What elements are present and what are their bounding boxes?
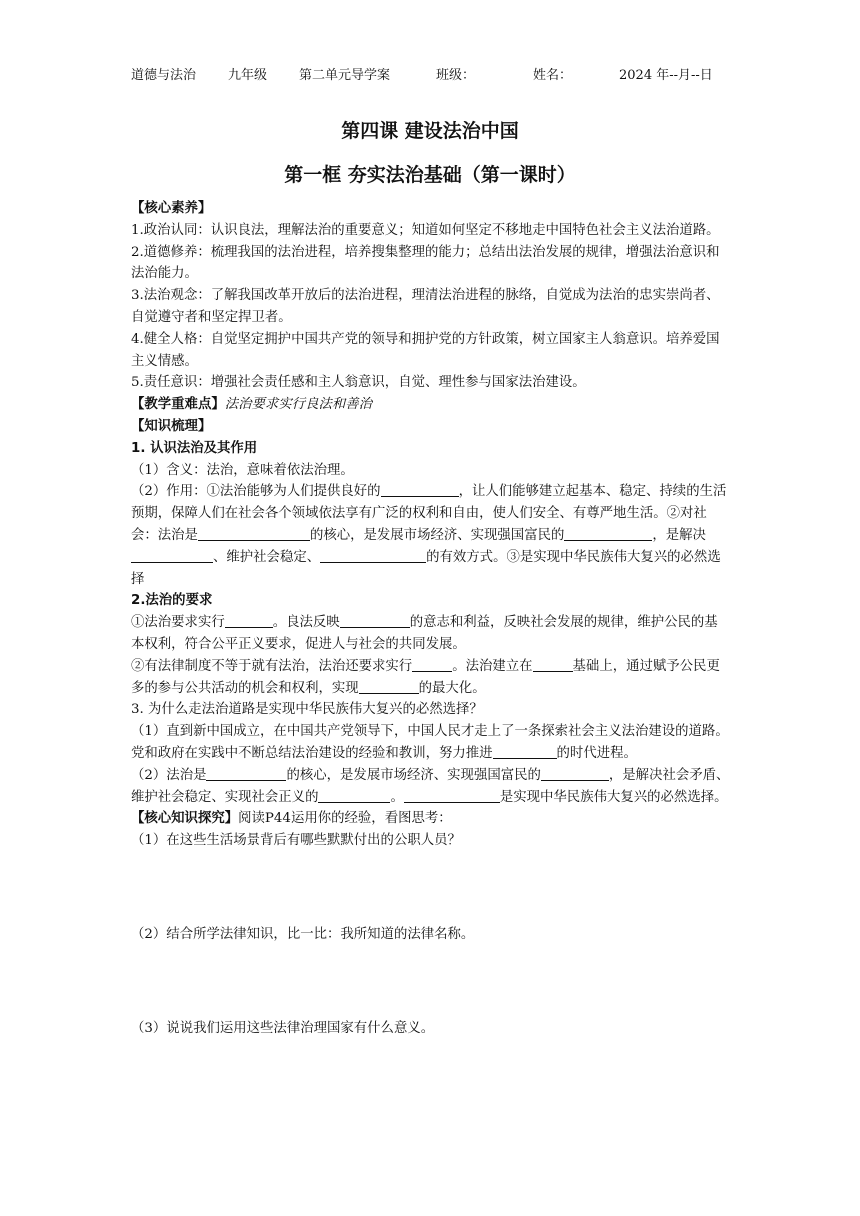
- text-segment: 基础上，通过赋予公民更多的参与公共活动的机会和权利，实现: [131, 658, 720, 696]
- core-item-4: 4.健全人格：自觉坚定拥护中国共产党的领导和拥护党的方针政策，树立国家主人翁意识。培养爱国主义情感。: [131, 331, 720, 369]
- blank-field[interactable]: [564, 526, 652, 541]
- header-grade: 九年级: [228, 68, 268, 83]
- text-segment: 的有效方式。③是实现中华民族伟大复兴的必然选择: [131, 549, 721, 587]
- answer-space-2[interactable]: [131, 946, 731, 982]
- text-segment: 。: [390, 789, 404, 805]
- core-heading: 【核心素养】: [131, 201, 212, 216]
- explore-intro: [131, 808, 731, 830]
- section-2-title: 2.法治的要求: [131, 593, 213, 609]
- blank-field[interactable]: [381, 482, 459, 497]
- header-name-label: 姓名：: [533, 68, 573, 83]
- header-class-label: 班级：: [436, 68, 476, 83]
- explore-question-3: （3）说说我们运用这些法律治理国家有什么意义。: [131, 1020, 435, 1036]
- text-segment: ，是解决: [652, 527, 706, 543]
- blank-field[interactable]: [404, 788, 500, 803]
- blank-field[interactable]: [541, 766, 609, 781]
- blank-field[interactable]: [320, 548, 426, 563]
- answer-space-2b[interactable]: [131, 982, 731, 1018]
- section-3-title: 3. 为什么走法治道路是实现中华民族伟大复兴的必然选择？: [131, 702, 483, 718]
- blank-field[interactable]: [359, 679, 419, 694]
- section-1-meaning: （1）含义：法治，意味着依法治理。: [131, 462, 354, 478]
- blank-field[interactable]: [131, 548, 213, 563]
- section-3-history: [131, 721, 731, 765]
- header-subject: 道德与法治: [131, 68, 197, 83]
- text-segment: 的意志和利益，反映社会发展的规律，维护公民的基本权利，符合公平正义要求，促进人与社会的共同发展。: [131, 615, 718, 652]
- section-2-good-governance: [131, 656, 731, 700]
- explore-heading: 【核心知识探究】: [131, 811, 239, 827]
- text-segment: ，是解决社会矛盾、维护社会稳定、实现社会正义的: [131, 767, 730, 805]
- blank-field[interactable]: [198, 526, 310, 541]
- key-heading: 【教学重难点】: [131, 397, 225, 413]
- explore-question-2: （2）结合所学法律知识，比一比：我所知道的法律名称。: [131, 926, 475, 942]
- text-segment: 。良法反映: [272, 615, 340, 631]
- text-segment: ①法治要求实行: [131, 615, 225, 631]
- key-text: 法治要求实行良法和善治: [224, 397, 373, 413]
- text-segment: ②有法律制度不等于就有法治，法治还要求实行: [131, 658, 413, 674]
- section-2-good-law: [131, 612, 731, 656]
- blank-field[interactable]: [493, 744, 557, 759]
- header-unit: 第二单元导学案: [299, 68, 391, 83]
- worksheet-body: [131, 198, 731, 1040]
- explore-intro-text: 阅读P44运用你的经验，看图思考：: [238, 811, 452, 827]
- core-item-2: 2.道德修养：梳理我国的法治进程，培养搜集整理的能力；总结出法治发展的规律，增强法治意识和法治能力。: [131, 244, 720, 282]
- blank-field[interactable]: [412, 657, 452, 672]
- key-points: [131, 394, 731, 416]
- text-segment: 是实现中华民族伟大复兴的必然选择。: [499, 789, 728, 805]
- text-segment: ，让人们能够建立起基本、稳定、持续的生活预期，保障人们在社会各个领域依法享有广泛的权利和自由，使人们安全、有尊严地生活。②对社会：法治是: [131, 484, 727, 543]
- text-segment: （1）直到新中国成立，在中国共产党领导下，中国人民才走上了一条探索社会主义法治建设的道路。党和政府在实践中不断总结法治建设的经验和教训，努力推进: [131, 724, 729, 761]
- text-segment: （2）法治是: [131, 767, 207, 783]
- text-segment: 的核心，是发展市场经济、实现强国富民的: [309, 527, 565, 543]
- lesson-subtitle: 第一框 夯实法治基础（第一课时）: [284, 164, 576, 186]
- text-segment: 的核心，是发展市场经济、实现强国富民的: [286, 767, 541, 783]
- text-segment: （2）作用：①法治能够为人们提供良好的: [131, 484, 381, 500]
- answer-space-1[interactable]: [131, 852, 731, 888]
- section-1-title: 1. 认识法治及其作用: [131, 440, 258, 456]
- lesson-title: 第四课 建设法治中国: [341, 120, 519, 142]
- core-item-3: 3.法治观念：了解我国改革开放后的法治进程，理清法治进程的脉络，自觉成为法治的忠实崇尚者、自觉遵守者和坚定捍卫者。: [131, 288, 720, 325]
- text-segment: 、维护社会稳定、: [213, 549, 321, 565]
- knowledge-heading: 【知识梳理】: [131, 418, 212, 434]
- core-item-5: 5.责任意识：增强社会责任感和主人翁意识，自觉、理性参与国家法治建设。: [131, 375, 586, 391]
- section-1-function: [131, 481, 731, 590]
- text-segment: 。法治建立在: [452, 658, 533, 674]
- section-3-core: [131, 765, 731, 809]
- text-segment: 的时代进程。: [556, 745, 637, 761]
- blank-field[interactable]: [533, 657, 573, 672]
- core-item-1: 1.政治认同：认识良法，理解法治的重要意义；知道如何坚定不移地走中国特色社会主义法治道路。: [131, 222, 720, 238]
- blank-field[interactable]: [340, 613, 410, 628]
- header-date: 2024 年--月--日: [619, 68, 713, 83]
- explore-question-1: （1）在这些生活场景背后有哪些默默付出的公职人员？: [131, 833, 461, 849]
- text-segment: 的最大化。: [418, 680, 486, 696]
- answer-space-1b[interactable]: [131, 888, 731, 924]
- blank-field[interactable]: [225, 613, 273, 628]
- blank-field[interactable]: [206, 766, 286, 781]
- blank-field[interactable]: [318, 788, 390, 803]
